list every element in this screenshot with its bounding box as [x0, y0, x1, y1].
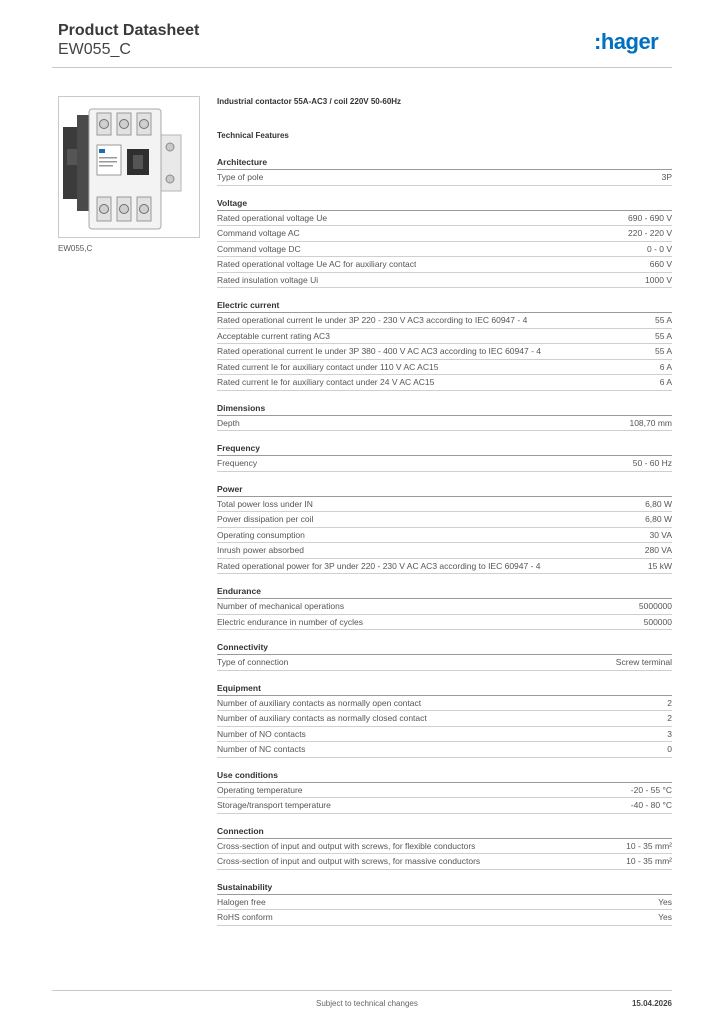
- spec-value: 500000: [643, 616, 672, 627]
- spec-row: [217, 497, 672, 513]
- contactor-illustration: [59, 97, 199, 237]
- spec-value: 50 - 60 Hz: [632, 458, 672, 469]
- spec-row: [217, 226, 672, 242]
- spec-label: Number of NO contacts: [217, 728, 306, 739]
- footer-date: 15.04.2026: [631, 999, 672, 1008]
- section-title: Electric current: [217, 299, 672, 313]
- feature-sections: [217, 156, 672, 926]
- spec-row: [217, 273, 672, 289]
- section-title: Endurance: [217, 585, 672, 599]
- spec-value: 6,80 W: [645, 498, 672, 509]
- technical-features-heading: Technical Features: [217, 131, 289, 140]
- spec-value: 10 - 35 mm²: [626, 840, 672, 851]
- spec-value: Yes: [658, 896, 672, 907]
- spec-row: [217, 599, 672, 615]
- spec-value: 220 - 220 V: [628, 228, 672, 239]
- spec-label: Rated operational voltage Ue: [217, 212, 328, 223]
- spec-label: Power dissipation per coil: [217, 514, 314, 525]
- spec-value: 55 A: [654, 346, 672, 357]
- spec-label: Frequency: [217, 458, 258, 469]
- spec-row: [217, 528, 672, 544]
- spec-label: Inrush power absorbed: [217, 545, 304, 556]
- spec-label: Rated operational power for 3P under 220 - 230 V AC AC3 according to IEC 60947 - 4: [217, 560, 541, 571]
- spec-row: [217, 559, 672, 575]
- spec-section: [217, 682, 672, 758]
- spec-label: Rated current Ie for auxiliary contact under 24 V AC AC15: [217, 377, 435, 388]
- spec-value: 1000 V: [645, 274, 672, 285]
- spec-row: [217, 242, 672, 258]
- spec-value: 3: [667, 728, 672, 739]
- spec-section: [217, 881, 672, 926]
- spec-label: RoHS conform: [217, 912, 273, 923]
- page-title: Product Datasheet: [58, 22, 200, 39]
- spec-row: [217, 615, 672, 631]
- spec-section: [217, 402, 672, 432]
- spec-label: Command voltage AC: [217, 228, 300, 239]
- spec-value: -40 - 80 °C: [630, 800, 672, 811]
- spec-label: Rated current Ie for auxiliary contact under 110 V AC AC15: [217, 361, 439, 372]
- spec-row: [217, 910, 672, 926]
- spec-row: [217, 543, 672, 559]
- spec-value: 6,80 W: [645, 514, 672, 525]
- spec-row: [217, 727, 672, 743]
- spec-label: Rated insulation voltage Ui: [217, 274, 319, 285]
- section-title: Equipment: [217, 682, 672, 696]
- spec-section: [217, 769, 672, 814]
- spec-value: 5000000: [638, 601, 672, 612]
- product-reference: EW055_C: [58, 41, 131, 58]
- spec-value: 10 - 35 mm²: [626, 856, 672, 867]
- product-image: [58, 96, 200, 238]
- spec-value: 15 kW: [647, 560, 672, 571]
- spec-value: Yes: [658, 912, 672, 923]
- spec-section: [217, 585, 672, 630]
- product-description: Industrial contactor 55A-AC3 / coil 220V 50-60Hz: [217, 97, 402, 106]
- spec-row: [217, 360, 672, 376]
- spec-row: [217, 257, 672, 273]
- spec-label: Operating consumption: [217, 529, 305, 540]
- spec-row: [217, 696, 672, 712]
- spec-row: [217, 313, 672, 329]
- spec-value: 55 A: [654, 315, 672, 326]
- logo-text: :hager: [594, 29, 659, 54]
- section-title: Voltage: [217, 197, 672, 211]
- section-title: Frequency: [217, 442, 672, 456]
- spec-value: 280 VA: [644, 545, 672, 556]
- hager-logo: [594, 28, 674, 56]
- section-title: Connection: [217, 825, 672, 839]
- spec-row: [217, 839, 672, 855]
- spec-row: [217, 375, 672, 391]
- spec-row: [217, 512, 672, 528]
- spec-label: Command voltage DC: [217, 243, 301, 254]
- footer-note: Subject to technical changes: [316, 999, 418, 1008]
- spec-label: Number of auxiliary contacts as normally open contact: [217, 697, 422, 708]
- spec-row: [217, 329, 672, 345]
- spec-label: Electric endurance in number of cycles: [217, 616, 363, 627]
- image-caption: EW055,C: [58, 244, 93, 253]
- spec-value: 0 - 0 V: [646, 243, 672, 254]
- spec-row: [217, 854, 672, 870]
- spec-value: 690 - 690 V: [628, 212, 672, 223]
- section-title: Sustainability: [217, 881, 672, 895]
- spec-value: 6 A: [659, 361, 672, 372]
- spec-row: [217, 895, 672, 911]
- spec-section: [217, 156, 672, 186]
- spec-value: 108,70 mm: [629, 417, 672, 428]
- spec-value: Screw terminal: [615, 657, 672, 668]
- spec-row: [217, 711, 672, 727]
- spec-row: [217, 783, 672, 799]
- footer-divider: [52, 990, 672, 991]
- spec-label: Total power loss under IN: [217, 498, 313, 509]
- section-title: Connectivity: [217, 641, 672, 655]
- spec-row: [217, 211, 672, 227]
- spec-label: Rated operational voltage Ue AC for auxiliary contact: [217, 259, 417, 270]
- spec-label: Storage/transport temperature: [217, 800, 331, 811]
- spec-row: [217, 344, 672, 360]
- spec-value: 0: [667, 744, 672, 755]
- spec-value: 3P: [661, 172, 672, 183]
- spec-label: Type of pole: [217, 172, 264, 183]
- spec-label: Operating temperature: [217, 784, 303, 795]
- spec-label: Cross-section of input and output with screws, for massive conductors: [217, 856, 481, 867]
- spec-row: [217, 170, 672, 186]
- spec-value: 660 V: [649, 259, 672, 270]
- spec-section: [217, 825, 672, 870]
- spec-label: Rated operational current Ie under 3P 220 - 230 V AC3 according to IEC 60947 - 4: [217, 315, 528, 326]
- spec-value: 2: [667, 713, 672, 724]
- spec-row: [217, 416, 672, 432]
- spec-section: [217, 299, 672, 391]
- technical-content: [217, 96, 672, 937]
- spec-value: 30 VA: [649, 529, 672, 540]
- spec-label: Type of connection: [217, 657, 289, 668]
- spec-label: Number of NC contacts: [217, 744, 306, 755]
- spec-row: [217, 742, 672, 758]
- spec-section: [217, 483, 672, 575]
- spec-row: [217, 655, 672, 671]
- section-title: Architecture: [217, 156, 672, 170]
- spec-label: Rated operational current Ie under 3P 380 - 400 V AC AC3 according to IEC 60947 - 4: [217, 346, 541, 357]
- spec-label: Number of auxiliary contacts as normally closed contact: [217, 713, 427, 724]
- spec-label: Number of mechanical operations: [217, 601, 345, 612]
- spec-section: [217, 641, 672, 671]
- spec-row: [217, 456, 672, 472]
- section-title: Dimensions: [217, 402, 672, 416]
- spec-label: Halogen free: [217, 896, 266, 907]
- spec-value: 55 A: [654, 330, 672, 341]
- spec-label: Depth: [217, 417, 240, 428]
- spec-value: -20 - 55 °C: [630, 784, 672, 795]
- spec-row: [217, 798, 672, 814]
- section-title: Power: [217, 483, 672, 497]
- spec-label: Cross-section of input and output with screws, for flexible conductors: [217, 840, 476, 851]
- spec-value: 2: [667, 697, 672, 708]
- spec-label: Acceptable current rating AC3: [217, 330, 330, 341]
- spec-section: [217, 442, 672, 472]
- document-header: [58, 22, 199, 59]
- section-title: Use conditions: [217, 769, 672, 783]
- spec-section: [217, 197, 672, 289]
- spec-value: 6 A: [659, 377, 672, 388]
- header-divider: [52, 67, 672, 68]
